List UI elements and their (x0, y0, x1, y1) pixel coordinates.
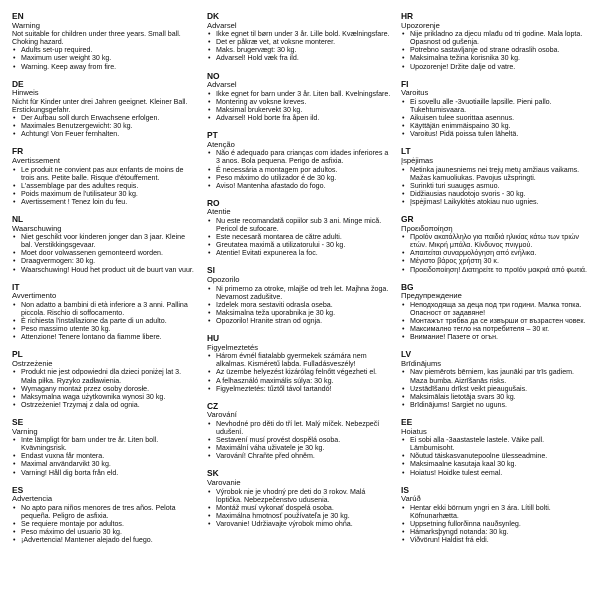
language-section-es (12, 486, 197, 545)
warning-item: • Endast vuxna får montera. (12, 452, 197, 460)
language-section-gr (401, 215, 590, 274)
warning-item: • Greutatea maximă a utilizatorului - 30 kg. (207, 241, 392, 249)
warning-list (401, 436, 590, 476)
warning-list (401, 233, 590, 273)
warning-item: • Le produit ne convient pas aux enfants de moins de trois ans. Petite balle. Risque d'étouffement. (12, 166, 197, 182)
warning-item: • Varning! Håll dig borta från eld. (12, 469, 197, 477)
warning-item: • Varoitus! Pidä poissa tulen läheltä. (401, 130, 590, 138)
warning-item: • Produkt nie jest odpowiedni dla dzieci poniżej lat 3. Mała piłka. Ryzyko zadławienia. (12, 368, 197, 384)
warning-item: • Attenzione! Tenere lontano da fiamme libere. (12, 333, 197, 341)
warning-item: • Hámarksþyngd notanda: 30 kg. (401, 528, 590, 536)
warning-list (207, 488, 392, 528)
warning-item: • Maksymalna waga użytkownika wynosi 30 kg. (12, 393, 197, 401)
language-section-no (207, 72, 392, 123)
warning-item: • Uppsetning fullorðinna nauðsynleg. (401, 520, 590, 528)
language-code: BG (401, 281, 414, 292)
language-code: IT (12, 281, 20, 292)
warning-item: • Ei sovellu alle -3vuotiaille lapsille. Pieni pallo. Tukehtumisvaara. (401, 98, 590, 114)
warning-item: • Achtung! Von Feuer fernhalten. (12, 130, 197, 138)
warning-item: • Käyttäjän enimmäispaino 30 kg. (401, 122, 590, 130)
warning-item: • Moet door volwassenen gemonteerd worden. (12, 249, 197, 257)
warning-item: • Montáž musí vykonať dospelá osoba. (207, 504, 392, 512)
warning-item: • Poids maximum de l'utilisateur 30 kg. (12, 190, 197, 198)
warning-list (12, 166, 197, 206)
warning-item: • Warning. Keep away from fire. (12, 63, 197, 71)
warning-heading: Avvertimento (12, 291, 57, 301)
warning-list (207, 90, 392, 122)
warning-item: • Ostrzeżenie! Trzymaj z dala od ognia. (12, 401, 197, 409)
language-code: SE (12, 416, 24, 427)
warning-intro: Not suitable for children under three years. Small ball. Choking hazard. (12, 30, 181, 47)
warning-item: • Adults set-up required. (12, 46, 197, 54)
warning-item: • È richiesta l'installazione da parte di un adulto. (12, 317, 197, 325)
language-code: EN (12, 11, 24, 21)
warning-heading: Brīdinājums (401, 358, 442, 368)
warning-item: • Внимание! Пазете от огън. (401, 333, 590, 341)
warning-item: • Advarsel! Hold væk fra ild. (207, 54, 392, 62)
warning-item: • Монтажът трябва да се извърши от възрастен човек. (401, 317, 590, 325)
warning-heading: Ostrzeżenie (12, 358, 53, 368)
warning-item: • Peso massimo utente 30 kg. (12, 325, 197, 333)
warning-list (207, 149, 392, 189)
language-section-si (207, 266, 392, 325)
warning-item: • Surinkti turi suaugęs asmuo. (401, 182, 590, 190)
warning-item: • Maksimalna težina korisnika 30 kg. (401, 54, 590, 62)
warning-list (12, 114, 197, 138)
language-section-hr (401, 12, 590, 71)
warning-item: • Maks. brugervægt: 30 kg. (207, 46, 392, 54)
warning-item: • Három évnél fiatalabb gyermekek számára nem alkalmas. Kisméretű labda. Fulladásveszély! (207, 352, 392, 368)
warning-item: • Non adatto a bambini di età inferiore a 3 anni. Pallina piccola. Rischio di soffocamento. (12, 301, 197, 317)
warning-list (207, 217, 392, 257)
warning-item: • Este necesară montarea de către adulti. (207, 233, 392, 241)
warning-item: • Izdelek mora sestaviti odrasla oseba. (207, 301, 392, 309)
warning-item: • Uzstādīšanu drīkst veikt pieaugušais. (401, 385, 590, 393)
language-section-pt (207, 131, 392, 190)
warning-item: • Maximální váha uživatele je 30 kg. (207, 444, 392, 452)
warning-item: • Nav piemērots bērniem, kas jaunāki par trīs gadiem. Maza bumba. Aizrīšanās risks. (401, 368, 590, 384)
warning-item: • A felhasználó maximális súlya: 30 kg. (207, 377, 392, 385)
warning-list (401, 301, 590, 341)
warning-heading: Atentie (207, 207, 231, 217)
language-code: HU (207, 333, 220, 344)
language-section-lt (401, 147, 590, 206)
warning-item: • Brīdinājums! Sargiet no uguns. (401, 401, 590, 409)
warning-item: • Advarsel! Hold borte fra åpen ild. (207, 114, 392, 122)
language-section-de (12, 80, 197, 139)
warning-list (12, 46, 197, 70)
language-code: DK (207, 11, 220, 21)
column-1 (12, 12, 197, 553)
warning-item: • Se requiere montaje por adultos. (12, 520, 197, 528)
warning-item: • Montering av voksne kreves. (207, 98, 392, 106)
warning-item: • Az üzembe helyezést kizárólag felnőtt végezheti el. (207, 368, 392, 376)
warning-list (401, 30, 590, 70)
warning-item: • Hentar ekki börnum yngri en 3 ára. Lítill bolti. Köfnunarhætta. (401, 504, 590, 520)
warning-item: • Aviso! Mantenha afastado do fogo. (207, 182, 392, 190)
warning-heading: Advertencia (12, 494, 53, 504)
warning-item: • Netinka jaunesniems nei trejų metų amžiaus vaikams. Mažas kamuoliukas. Pavojus užspringti. (401, 166, 590, 182)
warning-heading: Waarschuwing (12, 223, 62, 233)
warning-item: • Ei sobi alla -3aastastele lastele. Väike pall. Lämbumisoht. (401, 436, 590, 452)
warning-item: • É necessária a montagem por adultos. (207, 166, 392, 174)
warning-heading: Įspėjimas (401, 155, 434, 165)
warning-item: • Varování! Chraňte před ohněm. (207, 452, 392, 460)
warning-item: • Potrebno sastavljanje od strane odraslih osoba. (401, 46, 590, 54)
column-2 (207, 12, 392, 537)
warning-item: • Maximal användarvikt 30 kg. (12, 460, 197, 468)
warning-item: • Sestavení musí provést dospělá osoba. (207, 436, 392, 444)
language-section-bg (401, 283, 590, 342)
warning-item: • Nu este recomandată copiilor sub 3 ani. Minge mică. Pericol de sufocare. (207, 217, 392, 233)
language-section-fr (12, 147, 197, 206)
language-code: EE (401, 416, 413, 427)
warning-list (207, 352, 392, 392)
language-code: NL (12, 213, 24, 224)
warning-item: • Maksimaalne kasutaja kaal 30 kg. (401, 460, 590, 468)
warning-heading: Varúð (401, 494, 421, 504)
warning-list (207, 30, 392, 62)
warning-heading: Varování (207, 410, 237, 420)
warning-item: • Maximum user weight 30 kg. (12, 54, 197, 62)
warning-item: • Απαιτείται συναρμολόγηση από ενήλικα. (401, 249, 590, 257)
warning-item: • Nõutud täiskasvanutepoolne ülesseadmine. (401, 452, 590, 460)
warning-item: • Maximales Benutzergewicht: 30 kg. (12, 122, 197, 130)
warning-item: • Avertissement ! Tenez loin du feu. (12, 198, 197, 206)
warning-item: • Varovanie! Udržiavajte výrobok mimo ohňa. (207, 520, 392, 528)
warning-item: • Opozorilo! Hranite stran od ognja. (207, 317, 392, 325)
warning-heading: Προειδοποίηση (401, 223, 453, 233)
warning-item: • Μέγιστο βάρος χρήστη 30 κ. (401, 257, 590, 265)
warning-item: • Ikke egnet til børn under 3 år. Lille bold. Kvælningsfare. (207, 30, 392, 38)
language-code: DE (12, 78, 24, 89)
language-code: RO (207, 197, 220, 208)
language-section-fi (401, 80, 590, 139)
warning-list (401, 166, 590, 206)
warning-heading: Hoiatus (401, 426, 427, 436)
warning-list (401, 504, 590, 544)
warning-item: • Προειδοποίηση! Διατηρείτε το προϊόν μακριά από φωτιά. (401, 266, 590, 274)
language-section-ro (207, 199, 392, 258)
language-section-it (12, 283, 197, 342)
warning-list (12, 436, 197, 476)
warning-item: • Προϊόν ακατάλληλο για παιδιά ηλικίας κάτω των τριών ετών. Μικρή μπάλα. Κίνδυνος πνιγμού. (401, 233, 590, 249)
warning-heading: Varning (12, 426, 38, 436)
warning-list (12, 368, 197, 408)
warning-item: • Maksimālais lietotāja svars 30 kg. (401, 393, 590, 401)
warning-item: • Didžiausias naudotojo svoris - 30 kg. (401, 190, 590, 198)
warning-list (12, 233, 197, 273)
language-section-is (401, 486, 590, 545)
warning-heading: Varoitus (401, 88, 429, 98)
warning-heading: Atenção (207, 139, 235, 149)
warning-heading: Advarsel (207, 20, 237, 30)
warning-item: • Ni primerno za otroke, mlajše od treh let. Majhna žoga. Nevarnost zadušitve. (207, 285, 392, 301)
warning-item: • Wymagany montaż przez osoby dorosłe. (12, 385, 197, 393)
warning-item: • L'assemblage par des adultes requis. (12, 182, 197, 190)
warning-item: • ¡Advertencia! Mantener alejado del fuego. (12, 536, 197, 544)
warning-item: • Der Aufbau soll durch Erwachsene erfolgen. (12, 114, 197, 122)
warning-heading: Opozorilo (207, 275, 240, 285)
language-section-hu (207, 334, 392, 393)
warning-heading: Figyelmeztetés (207, 342, 259, 352)
warning-heading: Warning (12, 20, 40, 30)
language-section-nl (12, 215, 197, 274)
warning-list (207, 285, 392, 325)
warning-item: • Maximálna hmotnosť používateľa je 30 kg. (207, 512, 392, 520)
warning-item: • Įspėjimas! Laikykitės atokiau nuo ugnies. (401, 198, 590, 206)
warning-item: • Nije prikladno za djecu mlađu od tri godine. Mala lopta. Opasnost od gušenja. (401, 30, 590, 46)
warning-list (12, 504, 197, 544)
language-code: SK (207, 468, 219, 479)
warning-item: • Atentie! Evitati expunerea la foc. (207, 249, 392, 257)
language-section-pl (12, 350, 197, 409)
warning-item: • Nevhodné pro děti do tří let. Malý míček. Nebezpečí udušení. (207, 420, 392, 436)
warning-item: • Peso máximo do utilizador é de 30 kg. (207, 174, 392, 182)
warning-list (12, 301, 197, 341)
language-code: LV (401, 349, 412, 360)
warning-heading: Upozorenje (401, 20, 440, 30)
warning-item: • Максимално тегло на потребителя – 30 кг. (401, 325, 590, 333)
column-3 (401, 12, 590, 553)
warning-list (207, 420, 392, 460)
language-code: CZ (207, 400, 219, 411)
warning-heading: Avertissement (12, 155, 60, 165)
language-section-ee (401, 418, 590, 477)
warning-heading: Advarsel (207, 80, 237, 90)
language-section-lv (401, 350, 590, 409)
language-code: PL (12, 349, 23, 360)
warning-item: • Upozorenje! Držite dalje od vatre. (401, 63, 590, 71)
language-code: NO (207, 70, 220, 81)
language-code: PT (207, 130, 218, 141)
language-code: LT (401, 146, 411, 157)
warning-item: • Aikuisen tulee suorittaa asennus. (401, 114, 590, 122)
warning-item: • Ikke egnet for barn under 3 år. Liten ball. Kvelningsfare. (207, 90, 392, 98)
warning-item: • Draagvermogen: 30 kg. (12, 257, 197, 265)
language-code: HR (401, 11, 414, 21)
language-code: GR (401, 213, 414, 224)
language-section-en (12, 12, 197, 71)
language-code: SI (207, 265, 215, 276)
warning-heading: Hinweis (12, 88, 39, 98)
warning-heading: Предупреждение (401, 291, 462, 301)
warning-list (401, 368, 590, 408)
warning-item: • Viðvörun! Haldist frá eldi. (401, 536, 590, 544)
language-code: FI (401, 78, 409, 89)
warning-intro: Nicht für Kinder unter drei Jahren geeignet. Kleiner Ball. Erstickungsgefahr. (12, 97, 188, 114)
language-code: FR (12, 146, 24, 157)
warning-item: • Maksimal brukervekt 30 kg. (207, 106, 392, 114)
warning-item: • Não é adequado para crianças com idades inferiores a 3 anos. Bola pequena. Perigo de asfixia. (207, 149, 392, 165)
warning-item: • Det er påkræ vet, at voksne monterer. (207, 38, 392, 46)
warning-item: • Inte lämpligt för barn under tre år. Liten boll. Kvävningsrisk. (12, 436, 197, 452)
warning-item: • Niet geschikt voor kinderen jonger dan 3 jaar. Kleine bal. Verstikkingsgevaar. (12, 233, 197, 249)
warning-item: • Výrobok nie je vhodný pre deti do 3 rokov. Malá loptička. Nebezpečenstvo udusenia. (207, 488, 392, 504)
warning-heading: Varovanie (207, 478, 241, 487)
language-section-sk (207, 469, 392, 528)
warning-list (401, 98, 590, 138)
warning-item: • Figyelmeztetés: tűztől távol tartandó! (207, 385, 392, 393)
language-code: ES (12, 484, 24, 495)
language-code: IS (401, 484, 409, 495)
warning-item: • Неподходяща за деца под три години. Малка топка. Опасност от задавяне! (401, 301, 590, 317)
warning-item: • Maksimalna teža uporabnika je 30 kg. (207, 309, 392, 317)
warning-item: • Peso máximo del usuario 30 kg. (12, 528, 197, 536)
warning-item: • Hoiatus! Hoidke tulest eemal. (401, 469, 590, 477)
language-section-se (12, 418, 197, 477)
language-section-dk (207, 12, 392, 63)
warning-item: • No apto para niños menores de tres años. Pelota pequeña. Peligro de asfixia. (12, 504, 197, 520)
language-section-cz (207, 402, 392, 461)
warning-item: • Waarschuwing! Houd het product uit de buurt van vuur. (12, 266, 197, 274)
